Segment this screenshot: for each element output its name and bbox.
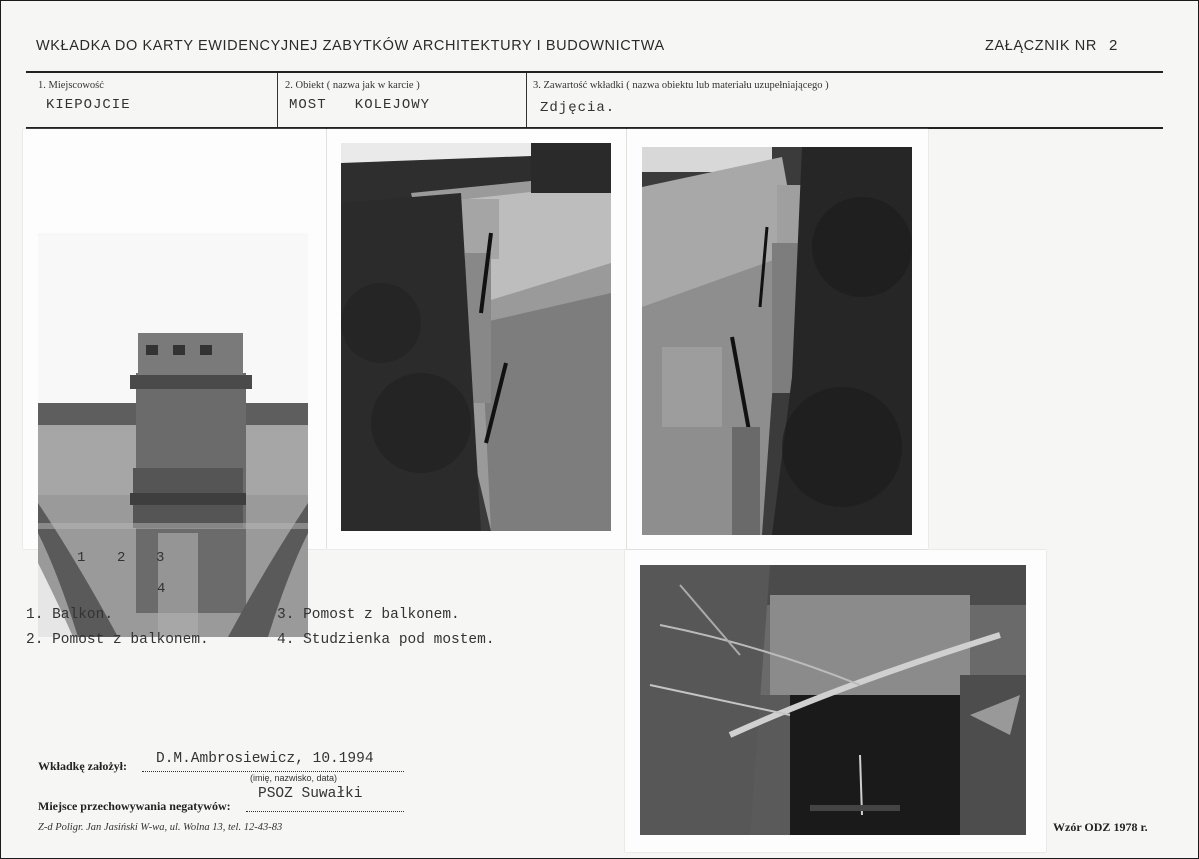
photo-balcony-image (38, 233, 308, 637)
photo-deck-2 (642, 147, 912, 535)
annex-label (985, 37, 1118, 54)
created-by-line (142, 771, 404, 772)
negatives-location-value: PSOZ Suwałki (258, 786, 363, 802)
object-label: 2. Obiekt ( nazwa jak w karcie ) (285, 80, 420, 91)
photo-number-4: 4 (157, 581, 166, 597)
photo-deck-1 (341, 143, 611, 531)
header-top-rule (26, 71, 1163, 73)
caption-3: 3. Pomost z balkonem. (277, 607, 460, 623)
photo-number-3: 3 (156, 550, 165, 566)
field-divider-1 (277, 73, 278, 127)
object-value: MOST KOLEJOWY (289, 97, 431, 113)
negatives-location-label: Miejsce przechowywania negatywów: (38, 799, 231, 813)
content-label: 3. Zawartość wkładki ( nazwa obiektu lub materiału uzupełniającego ) (533, 80, 829, 91)
photo-number-2: 2 (117, 550, 126, 566)
card-title: WKŁADKA DO KARTY EWIDENCYJNEJ ZABYTKÓW ARCHITEKTURY I BUDOWNICTWA (36, 38, 665, 54)
photo-balcony (38, 233, 308, 637)
negatives-location-line (246, 811, 404, 812)
created-by-label: Wkładkę założył: (38, 759, 127, 773)
photo-well-image (640, 565, 1026, 835)
annex-number: 2 (1108, 37, 1118, 54)
photo-print-3 (627, 129, 928, 549)
caption-2: 2. Pomost z balkonem. (26, 632, 209, 648)
photo-deck-1-image (341, 143, 611, 531)
created-by-value: D.M.Ambrosiewicz, 10.1994 (156, 751, 374, 767)
locality-label: 1. Miejscowość (38, 80, 104, 91)
created-by-hint: (imię, nazwisko, data) (250, 773, 338, 783)
photo-print-4 (625, 550, 1046, 852)
caption-1: 1. Balkon. (26, 607, 114, 623)
form-number: Wzór ODZ 1978 r. (1053, 820, 1148, 834)
caption-4: 4. Studzienka pod mostem. (277, 632, 495, 648)
content-value: Zdjęcia. (540, 100, 616, 116)
printer-imprint: Z-d Poligr. Jan Jasiński W-wa, ul. Wolna 13, tel. 12-43-83 (38, 822, 283, 833)
photo-number-1: 1 (77, 550, 86, 566)
locality-value: KIEPOJCIE (46, 97, 131, 113)
annex-label-text: ZAŁĄCZNIK NR (985, 38, 1097, 54)
photo-deck-2-image (642, 147, 912, 535)
field-divider-2 (526, 73, 527, 127)
photo-print-1 (23, 129, 326, 549)
photo-print-2 (327, 129, 626, 549)
photo-well (640, 565, 1026, 835)
